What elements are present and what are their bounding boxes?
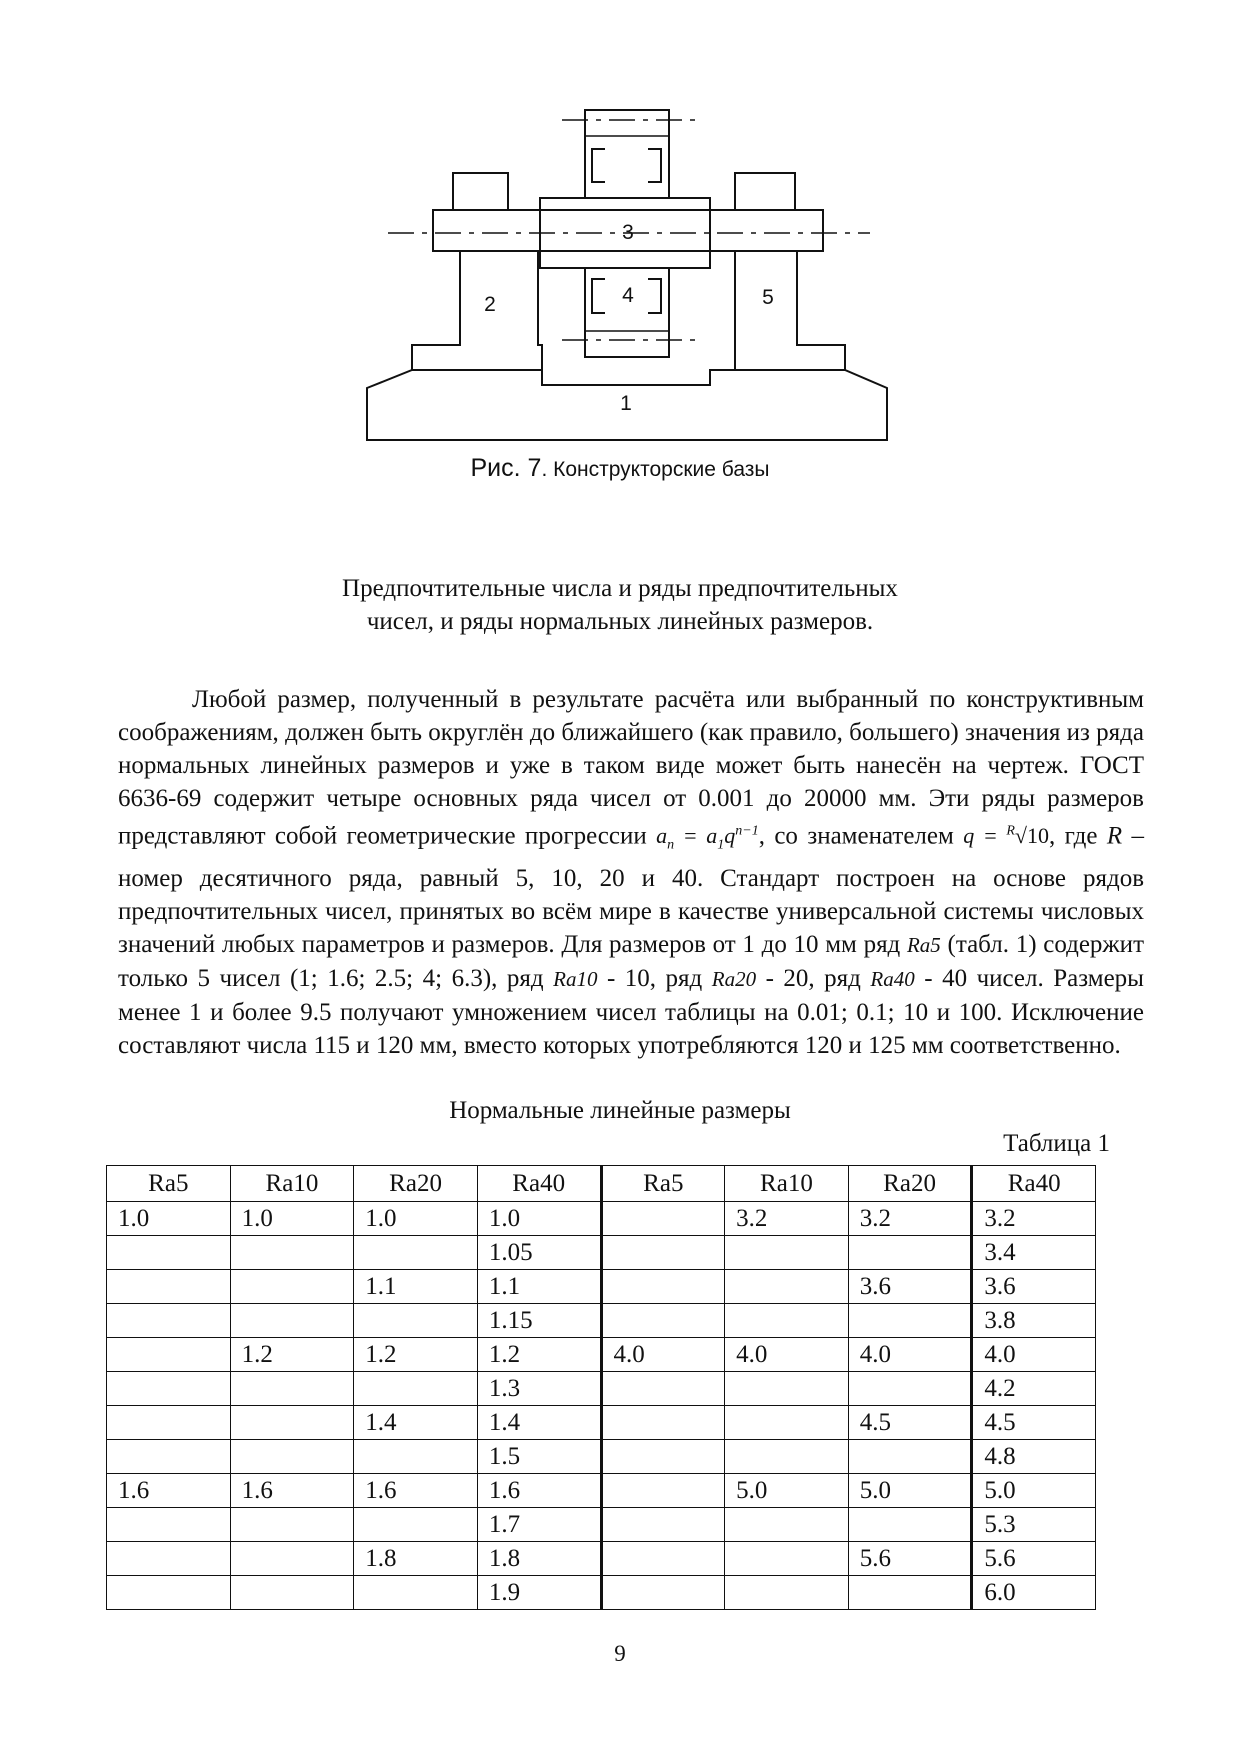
table-cell bbox=[601, 1270, 725, 1304]
table-cell: 1.0 bbox=[477, 1202, 601, 1236]
right-bearing-outline bbox=[735, 251, 845, 370]
table-row bbox=[107, 1576, 1096, 1610]
paragraph-text: – номер десятичного ряда, равный 5, 10, 20 и 40. Стандарт построен на основе рядов предпочтительных чисел, принятых во всём мире в качестве универсальной системы числовых значений любых параметров и размеров. Для размеров от 1 до 10 мм ряд bbox=[118, 822, 1144, 958]
paragraph-text: - 40 чисел. Размеры менее 1 и более 9.5 получают умножением чисел таблицы на 0.01; 0.1; 10 и 100. Исключение составляют числа 115 и 120 мм, вместо которых употребляются 120 и 125 мм соответственно. bbox=[118, 964, 1144, 1059]
table-cell bbox=[848, 1372, 972, 1406]
table-label: Таблица 1 bbox=[1003, 1130, 1110, 1157]
table-cell bbox=[354, 1440, 478, 1474]
table-cell bbox=[601, 1406, 725, 1440]
table-cell: 5.3 bbox=[972, 1508, 1096, 1542]
table-cell bbox=[354, 1236, 478, 1270]
ratio-formula: q = $^R$√10 bbox=[963, 823, 1049, 849]
column-header: Ra20 bbox=[848, 1166, 972, 1202]
column-header: Ra20 bbox=[354, 1166, 478, 1202]
table-cell: 1.4 bbox=[477, 1406, 601, 1440]
table-cell bbox=[230, 1304, 354, 1338]
table-cell bbox=[848, 1576, 972, 1610]
column-header: Ra5 bbox=[107, 1166, 231, 1202]
table-cell: 5.6 bbox=[972, 1542, 1096, 1576]
table-cell bbox=[354, 1576, 478, 1610]
table-row bbox=[107, 1372, 1096, 1406]
section-title bbox=[120, 572, 1120, 638]
left-bearing-cap bbox=[453, 173, 508, 210]
table-cell bbox=[107, 1372, 231, 1406]
table-cell: 4.0 bbox=[848, 1338, 972, 1372]
series-ra10: Ra10 bbox=[553, 966, 598, 991]
table-row bbox=[107, 1440, 1096, 1474]
assembly-drawing bbox=[360, 105, 900, 450]
column-header: Ra40 bbox=[477, 1166, 601, 1202]
table-cell bbox=[601, 1542, 725, 1576]
table-cell bbox=[848, 1508, 972, 1542]
table-cell: 1.8 bbox=[477, 1542, 601, 1576]
table-cell: 4.5 bbox=[972, 1406, 1096, 1440]
part-label-5: 5 bbox=[762, 286, 774, 309]
table-cell: 1.6 bbox=[354, 1474, 478, 1508]
table-cell bbox=[230, 1440, 354, 1474]
table-cell: 4.8 bbox=[972, 1440, 1096, 1474]
table-cell bbox=[601, 1474, 725, 1508]
paragraph-text: (табл. 1) содержит только 5 чисел (1; 1.6; 2.5; 4; 6.3), ряд bbox=[118, 930, 1144, 992]
body-paragraph bbox=[118, 683, 1144, 1062]
table-cell bbox=[848, 1304, 972, 1338]
table-row bbox=[107, 1304, 1096, 1338]
table-cell bbox=[107, 1270, 231, 1304]
table-cell: 5.0 bbox=[725, 1474, 849, 1508]
table-cell bbox=[725, 1304, 849, 1338]
table-cell bbox=[848, 1236, 972, 1270]
table-cell: 1.4 bbox=[354, 1406, 478, 1440]
right-bearing-cap bbox=[735, 173, 795, 210]
table-cell bbox=[601, 1304, 725, 1338]
table-cell: 5.6 bbox=[848, 1542, 972, 1576]
paragraph-text: - 10, ряд bbox=[597, 964, 712, 992]
table-cell bbox=[725, 1372, 849, 1406]
table-cell: 6.0 bbox=[972, 1576, 1096, 1610]
part-label-3: 3 bbox=[622, 221, 634, 244]
table-cell: 1.6 bbox=[230, 1474, 354, 1508]
section-title-line-1: Предпочтительные числа и ряды предпочтительных bbox=[342, 575, 898, 602]
table-cell: 1.8 bbox=[354, 1542, 478, 1576]
table-cell bbox=[230, 1508, 354, 1542]
table-cell bbox=[601, 1236, 725, 1270]
table-cell bbox=[725, 1406, 849, 1440]
table-cell bbox=[230, 1270, 354, 1304]
column-header: Ra5 bbox=[601, 1166, 725, 1202]
table-cell bbox=[725, 1270, 849, 1304]
series-ra20: Ra20 bbox=[711, 966, 757, 991]
part-label-1: 1 bbox=[620, 392, 632, 415]
linear-sizes-table bbox=[106, 1165, 1096, 1610]
table-row bbox=[107, 1338, 1096, 1372]
table-cell bbox=[725, 1508, 849, 1542]
table-row bbox=[107, 1542, 1096, 1576]
table-cell: 1.2 bbox=[354, 1338, 478, 1372]
figure-caption bbox=[0, 454, 1240, 483]
table-cell bbox=[601, 1508, 725, 1542]
column-header: Ra10 bbox=[230, 1166, 354, 1202]
table-cell: 5.0 bbox=[972, 1474, 1096, 1508]
table-cell bbox=[848, 1440, 972, 1474]
table-cell bbox=[725, 1236, 849, 1270]
part-label-4: 4 bbox=[622, 284, 634, 307]
table-cell: 3.6 bbox=[848, 1270, 972, 1304]
table-cell bbox=[107, 1338, 231, 1372]
table-cell: 5.0 bbox=[848, 1474, 972, 1508]
table-cell bbox=[601, 1576, 725, 1610]
table-cell bbox=[107, 1236, 231, 1270]
table-cell: 4.0 bbox=[601, 1338, 725, 1372]
table-cell: 3.4 bbox=[972, 1236, 1096, 1270]
table-header-row bbox=[107, 1166, 1096, 1202]
table-cell: 1.9 bbox=[477, 1576, 601, 1610]
table-title: Нормальные линейные размеры bbox=[449, 1097, 791, 1124]
table-cell: 4.0 bbox=[972, 1338, 1096, 1372]
table-row bbox=[107, 1270, 1096, 1304]
column-header: Ra40 bbox=[972, 1166, 1096, 1202]
table-cell bbox=[601, 1372, 725, 1406]
table-cell bbox=[725, 1576, 849, 1610]
progression-formula: $a_n = a_1q^{n-1}$ bbox=[656, 823, 759, 853]
table-cell bbox=[230, 1576, 354, 1610]
table-cell bbox=[725, 1542, 849, 1576]
series-ra5: Ra5 bbox=[906, 932, 941, 957]
table-cell bbox=[107, 1304, 231, 1338]
table-cell: 1.6 bbox=[477, 1474, 601, 1508]
table-cell: 1.15 bbox=[477, 1304, 601, 1338]
table-row bbox=[107, 1236, 1096, 1270]
section-title-line-2: чисел, и ряды нормальных линейных размеров. bbox=[366, 608, 874, 635]
table-cell: 4.5 bbox=[848, 1406, 972, 1440]
table-cell bbox=[230, 1372, 354, 1406]
table-cell bbox=[107, 1440, 231, 1474]
table-cell: 3.6 bbox=[972, 1270, 1096, 1304]
table-cell: 3.2 bbox=[725, 1202, 849, 1236]
r-symbol: R bbox=[1106, 822, 1123, 850]
figure-caption-text: . Конструкторские базы bbox=[541, 458, 770, 481]
part-label-2: 2 bbox=[484, 293, 496, 316]
table-row bbox=[107, 1508, 1096, 1542]
table-cell bbox=[354, 1508, 478, 1542]
table-row bbox=[107, 1202, 1096, 1236]
table-cell: 1.6 bbox=[107, 1474, 231, 1508]
table-cell: 1.7 bbox=[477, 1508, 601, 1542]
table-cell: 4.0 bbox=[725, 1338, 849, 1372]
table-cell: 1.2 bbox=[477, 1338, 601, 1372]
table-cell bbox=[601, 1440, 725, 1474]
table-cell: 1.05 bbox=[477, 1236, 601, 1270]
paragraph-text: , со знаменателем bbox=[758, 822, 964, 850]
series-ra40: Ra40 bbox=[870, 966, 915, 991]
table-cell: 1.1 bbox=[477, 1270, 601, 1304]
table-cell: 1.5 bbox=[477, 1440, 601, 1474]
paragraph-text: - 20, ряд bbox=[756, 964, 871, 992]
table-cell bbox=[354, 1304, 478, 1338]
table-cell: 3.2 bbox=[848, 1202, 972, 1236]
table-cell: 1.0 bbox=[354, 1202, 478, 1236]
table-cell: 1.2 bbox=[230, 1338, 354, 1372]
table-cell: 1.0 bbox=[230, 1202, 354, 1236]
table-cell bbox=[601, 1202, 725, 1236]
table-cell: 1.1 bbox=[354, 1270, 478, 1304]
paragraph-text: , где bbox=[1048, 822, 1107, 850]
table-cell bbox=[725, 1440, 849, 1474]
left-bearing-outline bbox=[412, 251, 542, 370]
table-cell bbox=[107, 1508, 231, 1542]
table-cell: 1.3 bbox=[477, 1372, 601, 1406]
table-cell: 3.2 bbox=[972, 1202, 1096, 1236]
figure-caption-prefix: Рис. 7 bbox=[470, 454, 542, 482]
table-cell bbox=[107, 1576, 231, 1610]
table-row bbox=[107, 1406, 1096, 1440]
table-cell: 4.2 bbox=[972, 1372, 1096, 1406]
table-cell bbox=[230, 1236, 354, 1270]
table-cell: 1.0 bbox=[107, 1202, 231, 1236]
table-cell bbox=[107, 1542, 231, 1576]
column-header: Ra10 bbox=[725, 1166, 849, 1202]
table-cell bbox=[107, 1406, 231, 1440]
table-cell bbox=[230, 1406, 354, 1440]
table-row bbox=[107, 1474, 1096, 1508]
paragraph-text: Любой размер, полученный в результате расчёта или выбранный по конструктивным соображениям, должен быть округлён до ближайшего (как правило, большего) значения из ряда нормальных линейных размеров и уже в таком виде может быть нанесён на чертеж. ГОСТ 6636-69 содержит четыре основных ряда чисел от 0.001 до 20000 мм. Эти ряды размеров представляют собой геометрические прогрессии bbox=[118, 686, 1144, 850]
table-cell bbox=[354, 1372, 478, 1406]
table-cell bbox=[230, 1542, 354, 1576]
gear-upper bbox=[585, 110, 669, 198]
table-cell: 3.8 bbox=[972, 1304, 1096, 1338]
page-number: 9 bbox=[614, 1641, 626, 1666]
